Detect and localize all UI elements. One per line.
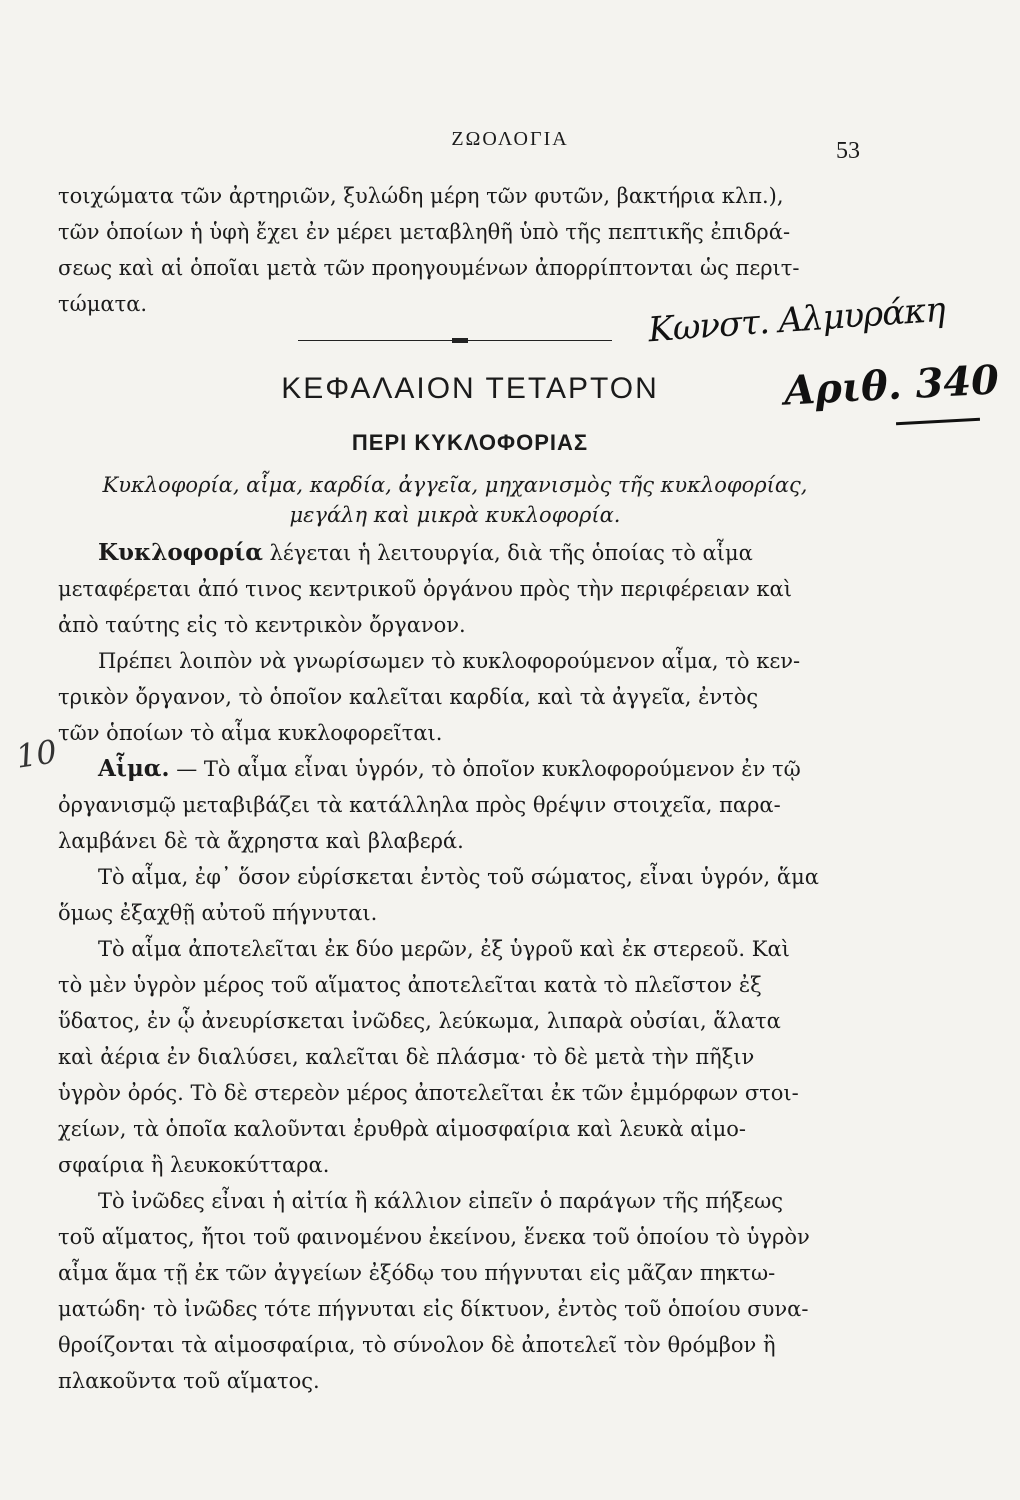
paragraph-lead: Αἷμα. xyxy=(98,755,170,782)
paragraph-lead: Κυκλοφορία xyxy=(98,539,263,566)
summary-line: μεγάλη καὶ μικρὰ κυκλοφορία. xyxy=(289,503,621,527)
paragraph-circulation xyxy=(58,535,848,643)
inventory-underline xyxy=(896,418,980,425)
paragraph-blood xyxy=(58,751,848,859)
text-line: ὅμως ἐξαχθῇ αὐτοῦ πήγνυται. xyxy=(58,901,378,925)
section-title: ΠΕΡΙ ΚΥΚΛΟΦΟΡΙΑΣ xyxy=(351,430,589,455)
text-run: — Τὸ αἷμα εἶναι ὑγρόν, τὸ ὁποῖον κυκλοφορούμενον ἐν τῷ xyxy=(169,757,801,781)
text-line: Τὸ ἰνῶδες εἶναι ἡ αἰτία ἢ κάλλιον εἰπεῖν ὁ παράγων τῆς πήξεως xyxy=(98,1189,784,1213)
text-line: σφαίρια ἢ λευκοκύτταρα. xyxy=(58,1153,330,1177)
intro-paragraph xyxy=(58,178,848,322)
text-line: Τὸ αἷμα, ἐφ᾽ ὅσον εὑρίσκεται ἐντὸς τοῦ σώματος, εἶναι ὑγρόν, ἅμα xyxy=(98,865,819,889)
text-line: λαμβάνει δὲ τὰ ἄχρηστα καὶ βλαβερά. xyxy=(58,829,464,853)
handwritten-inventory-number: Αριθ. 340 xyxy=(782,356,1001,415)
text-line: ματώδη· τὸ ἰνῶδες τότε πήγνυται εἰς δίκτυον, ἐντὸς τοῦ ὁποίου συνα- xyxy=(58,1297,809,1321)
text-line: μεταφέρεται ἀπό τινος κεντρικοῦ ὀργάνου πρὸς τὴν περιφέρειαν καὶ xyxy=(58,577,792,601)
paragraph-coagulation xyxy=(58,859,848,931)
text-line: τῶν ὁποίων τὸ αἷμα κυκλοφορεῖται. xyxy=(58,721,443,745)
text-line: ὑγρὸν ὀρός. Τὸ δὲ στερεὸν μέρος ἀποτελεῖται ἐκ τῶν ἐμμόρφων στοι- xyxy=(58,1081,799,1105)
text-line: καὶ ἀέρια ἐν διαλύσει, καλεῖται δὲ πλάσμα· τὸ δὲ μετὰ τὴν πῆξιν xyxy=(58,1045,755,1069)
running-head xyxy=(0,128,1020,168)
running-title: ΖΩΟΛΟΓΙΑ xyxy=(451,128,569,150)
text-line: τώματα. xyxy=(58,292,148,316)
summary-line: Κυκλοφορία, αἷμα, καρδία, ἀγγεῖα, μηχανισμὸς τῆς κυκλοφορίας, xyxy=(102,473,808,497)
section-divider-ornament xyxy=(452,338,468,343)
handwritten-signature: Κωνστ. Αλμυράκη xyxy=(646,289,946,351)
text-line: τὸ μὲν ὑγρὸν μέρος τοῦ αἵματος ἀποτελεῖται κατὰ τὸ πλεῖστον ἐξ xyxy=(58,973,762,997)
text-line: τοῦ αἵματος, ἤτοι τοῦ φαινομένου ἐκείνου, ἕνεκα τοῦ ὁποίου τὸ ὑγρὸν xyxy=(58,1225,810,1249)
text-line: ὀργανισμῷ μεταβιβάζει τὰ κατάλληλα πρὸς θρέψιν στοιχεῖα, παρα- xyxy=(58,793,781,817)
text-line: χείων, τὰ ὁποῖα καλοῦνται ἐρυθρὰ αἱμοσφαίρια καὶ λευκὰ αἱμο- xyxy=(58,1117,747,1141)
text-line: αἷμα ἅμα τῇ ἐκ τῶν ἀγγείων ἐξόδῳ του πήγνυται εἰς μᾶζαν πηκτω- xyxy=(58,1261,776,1285)
chapter-body xyxy=(58,535,848,1399)
paragraph-components xyxy=(58,643,848,751)
text-line: τρικὸν ὄργανον, τὸ ὁποῖον καλεῖται καρδία, καὶ τὰ ἀγγεῖα, ἐντὸς xyxy=(58,685,759,709)
text-line: Τὸ αἷμα ἀποτελεῖται ἐκ δύο μερῶν, ἐξ ὑγροῦ καὶ ἐκ στερεοῦ. Καὶ xyxy=(98,937,790,961)
chapter-summary xyxy=(60,470,850,530)
text-line: σεως καὶ αἱ ὁποῖαι μετὰ τῶν προηγουμένων ἀπορρίπτονται ὡς περιτ- xyxy=(58,256,800,280)
text-line: θροίζονται τὰ αἱμοσφαίρια, τὸ σύνολον δὲ ἀποτελεῖ τὸν θρόμβον ἢ xyxy=(58,1333,776,1357)
text-line: ἀπὸ ταύτης εἰς τὸ κεντρικὸν ὄργανον. xyxy=(58,613,466,637)
paragraph-composition xyxy=(58,931,848,1183)
page-number: 53 xyxy=(836,138,860,164)
text-line: πλακοῦντα τοῦ αἵματος. xyxy=(58,1369,320,1393)
text-line xyxy=(58,535,848,571)
text-run: λέγεται ἡ λειτουργία, διὰ τῆς ὁποίας τὸ αἷμα xyxy=(262,541,753,565)
text-line: τῶν ὁποίων ἡ ὑφὴ ἔχει ἐν μέρει μεταβληθῆ ὑπὸ τῆς πεπτικῆς ἐπιδρά- xyxy=(58,220,791,244)
paragraph-fibrin xyxy=(58,1183,848,1399)
text-line: ὕδατος, ἐν ᾧ ἀνευρίσκεται ἰνῶδες, λεύκωμα, λιπαρὰ οὐσίαι, ἅλατα xyxy=(58,1009,781,1033)
handwritten-margin-mark: 10 xyxy=(13,732,60,776)
text-line: Πρέπει λοιπὸν νὰ γνωρίσωμεν τὸ κυκλοφορούμενον αἷμα, τὸ κεν- xyxy=(98,649,801,673)
text-line xyxy=(58,751,848,787)
chapter-title: ΚΕΦΑΛΑΙΟΝ ΤΕΤΑΡΤΟΝ xyxy=(281,372,659,405)
text-line: τοιχώματα τῶν ἀρτηριῶν, ξυλώδη μέρη τῶν φυτῶν, βακτήρια κλπ.), xyxy=(58,184,784,208)
